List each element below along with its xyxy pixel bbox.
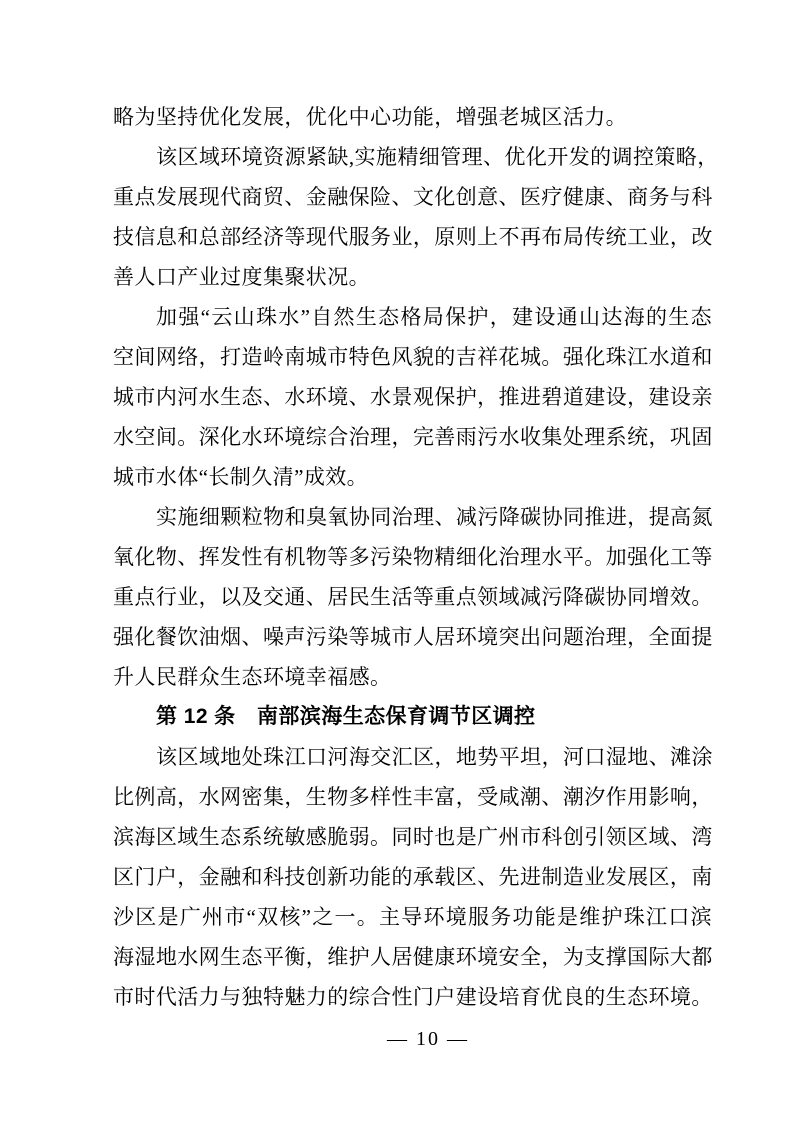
paragraph-line: 实施细颗粒物和臭氧协同治理、减污降碳协同推进，提高氮 (156, 505, 713, 529)
paragraph-line: 加强“云山珠水”自然生态格局保护，建设通山达海的生态 (156, 305, 712, 329)
section-heading: 第 12 条 南部滨海生态保育调节区调控 (156, 705, 536, 728)
paragraph-line: 滨海区域生态系统敏感脆弱。同时也是广州市科创引领区域、湾 (113, 825, 713, 849)
paragraph-line: 略为坚持优化发展，优化中心功能，增强老城区活力。 (113, 105, 628, 129)
paragraph-line: 该区域地处珠江口河海交汇区，地势平坦，河口湿地、滩涂 (156, 745, 713, 769)
paragraph-line: 城市内河水生态、水环境、水景观保护，推进碧道建设，建设亲 (113, 385, 713, 409)
paragraph-line: 水空间。深化水环境综合治理，完善雨污水收集处理系统，巩固 (113, 425, 713, 449)
paragraph-line: 重点行业，以及交通、居民生活等重点领域减污降碳协同增效。 (113, 585, 713, 609)
paragraph-line: 沙区是广州市“双核”之一。主导环境服务功能是维护珠江口滨 (113, 905, 712, 929)
paragraph-line: 空间网络，打造岭南城市特色风貌的吉祥花城。强化珠江水道和 (113, 345, 713, 369)
paragraph-line: 强化餐饮油烟、噪声污染等城市人居环境突出问题治理，全面提 (113, 625, 713, 649)
paragraph-line: 城市水体“长制久清”成效。 (113, 465, 369, 489)
paragraph-line: 该区域环境资源紧缺,实施精细管理、优化开发的调控策略， (156, 145, 719, 169)
page-number: — 10 — (387, 1028, 469, 1050)
text-block (113, 97, 719, 1017)
paragraph-line: 重点发展现代商贸、金融保险、文化创意、医疗健康、商务与科 (113, 185, 713, 209)
paragraph-line: 善人口产业过度集聚状况。 (113, 265, 371, 289)
paragraph-line: 技信息和总部经济等现代服务业，原则上不再布局传统工业，改 (113, 225, 713, 249)
paragraph-line: 氧化物、挥发性有机物等多污染物精细化治理水平。加强化工等 (113, 545, 713, 569)
paragraph-line: 升人民群众生态环境幸福感。 (113, 665, 392, 689)
paragraph-line: 海湿地水网生态平衡，维护人居健康环境安全，为支撑国际大都 (113, 945, 713, 969)
paragraph-line: 比例高，水网密集，生物多样性丰富，受咸潮、潮汐作用影响， (113, 785, 713, 809)
paragraph-line: 市时代活力与独特魅力的综合性门户建设培育优良的生态环境。 (113, 985, 713, 1009)
paragraph-line: 区门户，金融和科技创新功能的承载区、先进制造业发展区，南 (113, 865, 713, 889)
